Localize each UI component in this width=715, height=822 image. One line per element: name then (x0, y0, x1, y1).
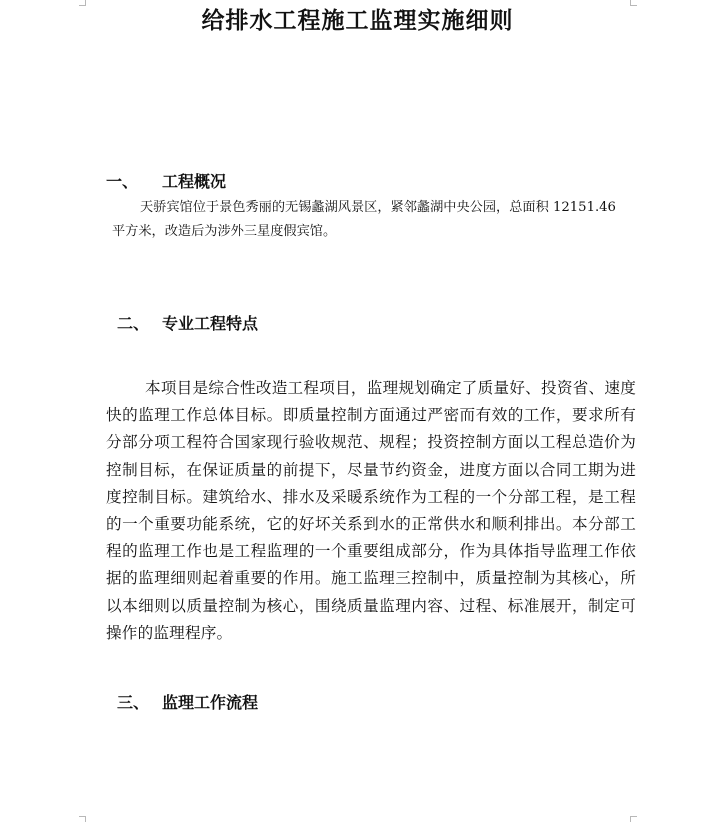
section-heading-overview (106, 169, 226, 192)
crop-mark-bottom-left-v (85, 816, 86, 822)
crop-mark-bottom-right-h (630, 816, 637, 817)
section-number: 三、 (117, 693, 150, 712)
overview-paragraph (112, 196, 637, 244)
document-title: 给排水工程施工监理实施细则 (201, 7, 514, 34)
section-heading-workflow (117, 690, 258, 713)
overview-line: 天骄宾馆位于景色秀丽的无锡蠡湖风景区，紧邻蠡湖中央公园，总面积 12151.46 (140, 200, 616, 215)
section-title: 监理工作流程 (162, 693, 259, 712)
section-title: 专业工程特点 (162, 314, 259, 333)
section-number: 一、 (106, 172, 139, 191)
crop-mark-bottom-right-v (630, 816, 631, 822)
section-title: 工程概况 (162, 172, 227, 191)
features-paragraph: 本项目是综合性改造工程项目，监理规划确定了质量好、投资省、速度快的监理工作总体目标。即质量控制方面通过严密而有效的工作，要求所有分部分项工程符合国家现行验收规范、规程；投资控制方面以工程总造价为控制目标，在保证质量的前提下，尽量节约资金，进度方面以合同工期为进度控制目标。建筑给水、排水及采暖系统作为工程的一个分部工程，是工程的一个重要功能系统，它的好坏关系到水的正常供水和顺利排出。本分部工程的监理工作也是工程监理的一个重要组成部分，作为具体指导监理工作依据的监理细则起着重要的作用。施工监理三控制中，质量控制为其核心，所以本细则以质量控制为核心，围绕质量监理内容、过程、标准展开，制定可操作的监理程序。 (106, 379, 636, 642)
overview-line: 平方米，改造后为涉外三星度假宾馆。 (112, 224, 337, 239)
section-number: 二、 (117, 314, 150, 333)
section-heading-features (117, 311, 258, 334)
